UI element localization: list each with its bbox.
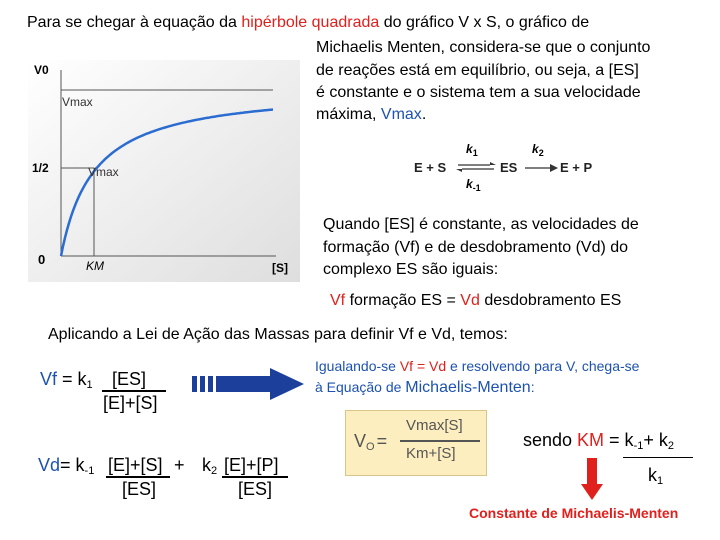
intro-line-5 <box>316 104 426 126</box>
down-arrow-svg <box>581 458 603 500</box>
mm-lhs: $V_O$ = <box>354 431 388 453</box>
vd-subscript: -1 <box>84 465 95 477</box>
intro-line-2: Michaelis Menten, considera-se que o conjunto <box>316 39 651 56</box>
equating-highlight: Vf = Vd <box>399 358 447 374</box>
intro-text: máxima, <box>316 106 381 123</box>
vd-plus: + <box>174 455 185 475</box>
products: E + P <box>560 160 593 175</box>
km-definition <box>523 429 674 457</box>
forward-arrow-head <box>490 162 496 165</box>
mm-numerator: Vmax[S] <box>406 417 463 434</box>
vmax-highlight: Vmax <box>380 106 422 123</box>
steady-line-2: formação (Vf) e de desdobramento (Vd) do <box>323 239 629 256</box>
vf-equation <box>40 368 93 396</box>
result-arrow <box>190 366 306 402</box>
equality-text: formação ES = <box>345 292 461 309</box>
graph-background <box>28 60 300 282</box>
intro-text: . <box>421 106 427 123</box>
vd-symbol: Vd <box>38 455 61 475</box>
km-label: KM <box>86 259 104 273</box>
y-axis-label: V0 <box>34 63 49 77</box>
km-denominator: $k_1$ <box>648 465 664 487</box>
down-arrow <box>581 458 603 500</box>
km-sub-2: 2 <box>667 440 674 452</box>
reaction-scheme <box>414 140 614 196</box>
substrate-label: [S] <box>272 261 288 275</box>
steady-line-1: Quando [ES] é constante, as velocidades de <box>323 216 639 233</box>
km-fraction-bar <box>623 457 693 458</box>
k1-label: $k_1$ <box>466 142 478 158</box>
vd-k2: $k_2$ <box>202 455 218 477</box>
vd-term1-denominator: [ES] <box>122 479 157 499</box>
intro-text: Para se chegar à equação da <box>27 14 242 31</box>
equating-text: Igualando-se <box>315 358 400 374</box>
vd-term1-numerator: [E]+[S] <box>108 455 163 475</box>
km-sub-1: -1 <box>633 440 644 452</box>
intro-text: do gráfico V x S, o gráfico de <box>379 14 590 31</box>
km-symbol: KM <box>577 430 605 450</box>
reaction-svg <box>414 140 614 196</box>
half-label: 1/2 <box>32 161 49 175</box>
vf-numerator: [ES] <box>112 369 147 389</box>
half-vmax-label: Vmax <box>88 165 119 179</box>
mass-action-sentence: Aplicando a Lei de Ação das Massas para definir Vf e Vd, temos: <box>48 326 508 343</box>
origin-label: 0 <box>38 252 46 267</box>
intro-line-4: é constante e o sistema tem a sua velocidade <box>316 84 641 101</box>
vf-rate-constant: = k <box>57 369 87 389</box>
graph-svg <box>28 60 300 282</box>
vf-highlight: Vf <box>330 292 346 309</box>
vf-vd-equality <box>330 290 621 312</box>
vf-subscript: 1 <box>86 379 93 391</box>
equating-line-1 <box>315 356 639 376</box>
michaelis-menten-name: Michaelis-Menten <box>405 379 531 396</box>
mm-fraction-bar <box>400 440 480 442</box>
equating-line-2 <box>315 377 535 398</box>
hyperbola-highlight: hipérbole quadrada <box>241 14 380 31</box>
mm-denominator: Km+[S] <box>406 445 456 462</box>
vd-highlight: Vd <box>460 292 480 309</box>
equating-text: e resolvendo para V, chega-se <box>446 358 640 374</box>
complex: ES <box>500 160 518 175</box>
intro-line-3: de reações está em equilíbrio, ou seja, a [ES] <box>316 62 639 79</box>
km-def-text: sendo <box>523 430 578 450</box>
result-arrow-svg <box>190 366 306 402</box>
k-minus1-label: $k_{-1}$ <box>466 177 481 193</box>
vd-term2-denominator: [ES] <box>238 479 273 499</box>
steady-line-3: complexo ES são iguais: <box>323 261 499 278</box>
michaelis-menten-graph <box>28 60 300 282</box>
km-def-text: = k <box>604 430 634 450</box>
vd-term2-numerator: [E]+[P] <box>224 455 279 475</box>
equating-text: à Equação de <box>315 379 406 395</box>
k2-label: $k_2$ <box>532 142 544 158</box>
constant-label: Constante de Michaelis-Menten <box>469 505 679 521</box>
vf-denominator: [E]+[S] <box>103 393 158 413</box>
product-arrow-head <box>550 164 558 172</box>
reverse-arrow-head <box>456 169 462 172</box>
vd-rate-constant: = k <box>60 455 85 475</box>
km-def-text: + k <box>643 430 668 450</box>
vf-symbol: Vf <box>40 369 58 389</box>
intro-line-1 <box>27 12 589 34</box>
reactants: E + S <box>414 160 447 175</box>
mm-equation-box <box>345 410 487 476</box>
vd-equation <box>38 454 94 482</box>
vmax-label: Vmax <box>62 95 93 109</box>
equality-text: desdobramento ES <box>479 292 622 309</box>
equating-text: : <box>530 379 535 395</box>
